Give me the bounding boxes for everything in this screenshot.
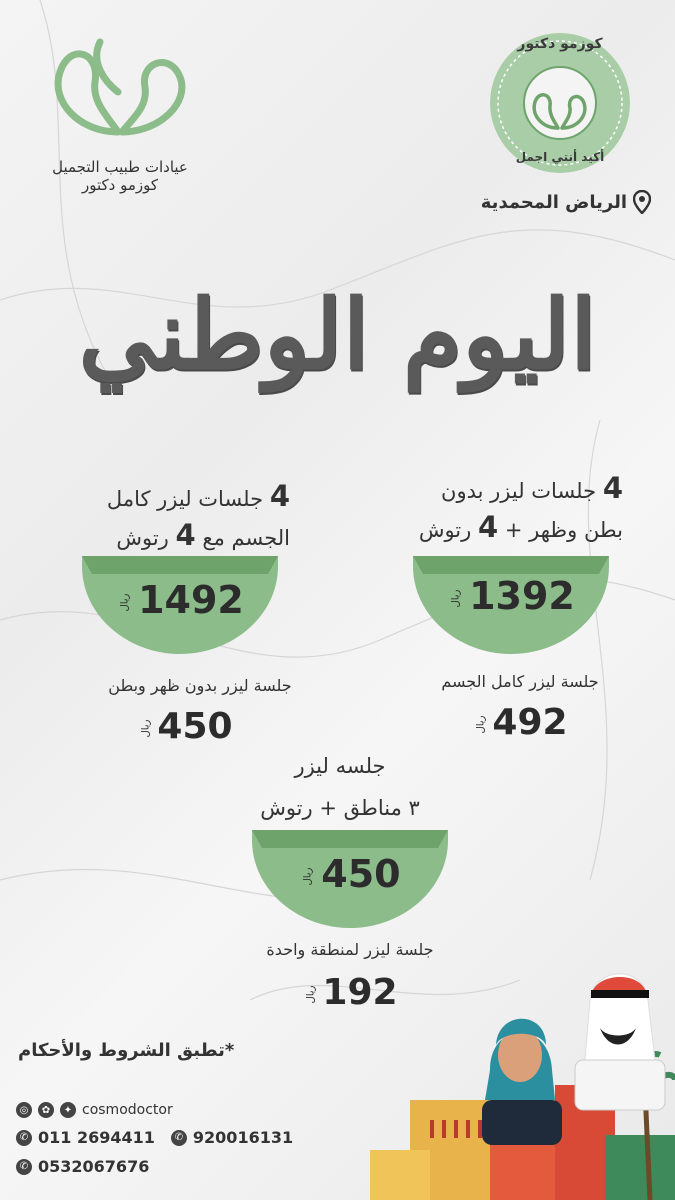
offer-3-description <box>220 748 460 826</box>
contact-info <box>16 1102 293 1186</box>
offer-1-sessions-count: 4 <box>602 471 623 505</box>
snapchat-icon[interactable]: ✿ <box>38 1102 54 1118</box>
social-handle[interactable]: cosmodoctor <box>82 1102 173 1118</box>
phones-row <box>16 1128 293 1147</box>
quality-stamp <box>487 30 633 176</box>
instagram-icon[interactable]: ◎ <box>16 1102 32 1118</box>
offer-1-line2-tail: رتوش <box>418 518 472 542</box>
offer-3-line1: جلسه ليزر <box>294 754 386 778</box>
clinic-name: عيادات طبيب التجميل <box>52 158 188 176</box>
butterfly-logo-icon <box>40 22 200 152</box>
location <box>481 190 651 214</box>
offer-2-line1: جلسات ليزر كامل <box>106 487 264 511</box>
whatsapp-icon: ✆ <box>16 1159 32 1175</box>
offer-1-line1: جلسات ليزر بدون <box>441 479 597 503</box>
offer-2-line2-tail: رتوش <box>116 526 169 550</box>
phone-icon: ✆ <box>171 1130 187 1146</box>
offer-1-price-value: 1392 <box>469 574 575 618</box>
offer-3-sub-text: جلسة ليزر لمنطقة واحدة <box>266 940 434 959</box>
national-day-title: اليوم الوطني <box>78 278 597 391</box>
offer-2-touchup-count: 4 <box>175 518 196 552</box>
offer-2-sub-text: جلسة ليزر بدون ظهر وبطن <box>108 676 292 695</box>
phone-2[interactable]: 920016131 <box>192 1128 294 1147</box>
phone-icon: ✆ <box>16 1130 32 1146</box>
currency-label: ريال <box>140 719 152 737</box>
phone-1[interactable]: 011 2694411 <box>38 1128 155 1147</box>
terms-note: *تطبق الشروط والأحكام <box>18 1040 235 1061</box>
offer-3-price <box>252 852 448 896</box>
offer-1-line2: بطن وظهر + <box>504 518 623 542</box>
offer-1-price <box>413 574 609 618</box>
social-row <box>16 1102 293 1118</box>
stamp-top-text: كوزمو دكتور <box>517 36 603 52</box>
twitter-icon[interactable]: ✦ <box>60 1102 76 1118</box>
offer-2-price <box>82 578 278 622</box>
stamp-bottom-text: أكيد أنتي اجمل <box>515 150 605 164</box>
brand-name: كوزمو دكتور <box>81 176 159 194</box>
offer-3-sub-price-value: 192 <box>322 972 398 1013</box>
whatsapp-number[interactable]: 0532067676 <box>38 1157 150 1176</box>
offer-1-description <box>363 470 623 548</box>
offer-2-price-value: 1492 <box>138 578 244 622</box>
offer-3-price-value: 450 <box>321 852 401 896</box>
offer-1-sub-text: جلسة ليزر كامل الجسم <box>441 672 599 691</box>
map-pin-icon <box>633 190 651 214</box>
offer-1-touchup-count: 4 <box>478 510 499 544</box>
whatsapp-row <box>16 1157 293 1176</box>
offer-1-price-badge <box>413 556 609 654</box>
offer-2-sessions-count: 4 <box>269 479 290 513</box>
offer-2-sub-price-value: 450 <box>157 706 233 747</box>
location-text: الرياض المحمدية <box>480 191 627 213</box>
offer-2-price-badge <box>82 556 278 654</box>
offer-3-line2: ٣ مناطق + رتوش <box>260 796 420 820</box>
currency-label: ريال <box>302 867 314 886</box>
currency-label: ريال <box>450 589 462 608</box>
brand-logo <box>40 22 200 194</box>
currency-label: ريال <box>305 985 317 1003</box>
offer-2-line2: الجسم مع <box>202 526 290 550</box>
saudi-couple-illustration <box>370 950 675 1200</box>
offer-1-sub-price <box>440 702 600 743</box>
offer-1-sub-price-value: 492 <box>492 702 568 743</box>
currency-label: ريال <box>119 593 131 612</box>
currency-label: ريال <box>475 715 487 733</box>
offer-2-sub-price <box>105 706 265 747</box>
offer-2-description <box>60 478 290 556</box>
page-title <box>0 250 675 420</box>
offer-3-price-badge <box>252 830 448 928</box>
